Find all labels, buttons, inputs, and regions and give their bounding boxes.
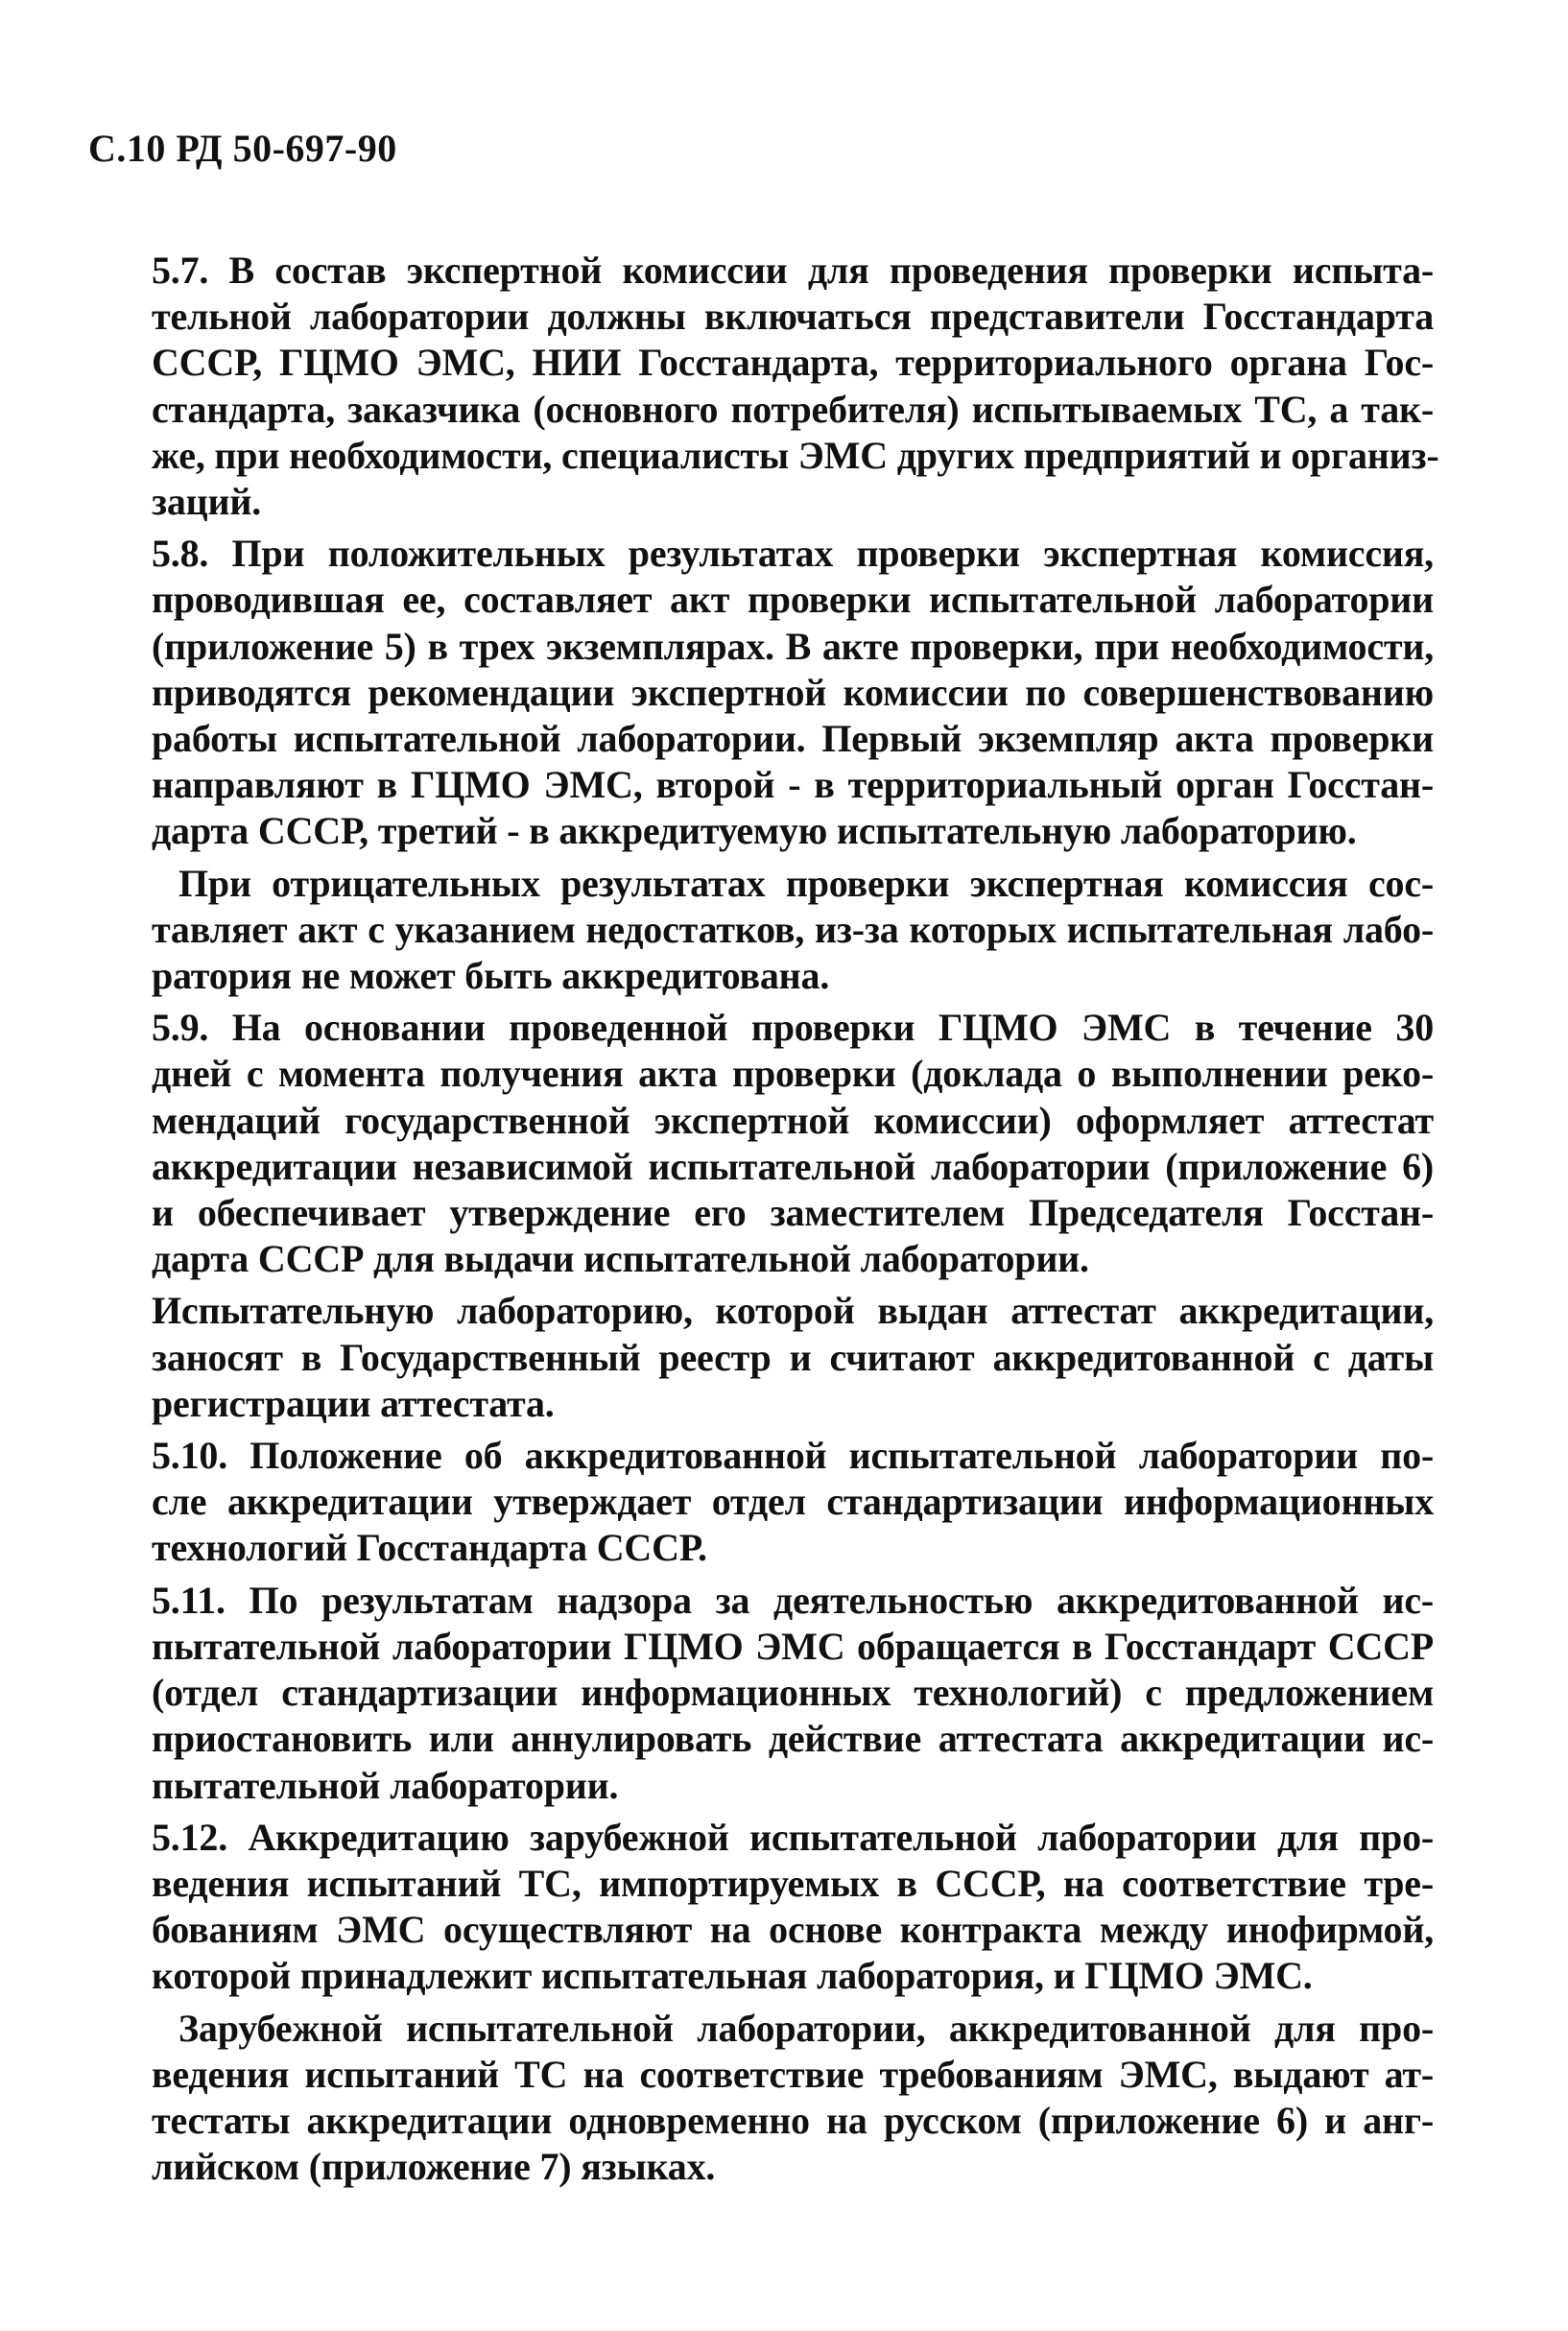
paragraph-line: 5.9. На основании проведенной проверки ГЦМО ЭМС в течение 30 [152, 1006, 1434, 1050]
paragraph [152, 861, 1434, 1000]
paragraph-line: тестаты аккредитации одновременно на русском (приложение 6) и анг- [152, 2098, 1434, 2142]
paragraph-line: СССР, ГЦМО ЭМС, НИИ Госстандарта, территориального органа Гос- [152, 341, 1434, 385]
paragraph-line: пытательной лаборатории ГЦМО ЭМС обращается в Госстандарт СССР [152, 1624, 1434, 1668]
paragraph-line: (приложение 5) в трех экземплярах. В акте проверки, при необходимости, [152, 624, 1434, 668]
paragraph-line: и обеспечивает утверждение его заместителем Председателя Госстан- [152, 1191, 1434, 1235]
paragraph-line: которой принадлежит испытательная лаборатория, и ГЦМО ЭМС. [152, 1954, 1313, 1998]
paragraph-line: работы испытательной лаборатории. Первый экземпляр акта проверки [152, 717, 1434, 761]
paragraph-line: проводившая ее, составляет акт проверки испытательной лаборатории [152, 578, 1434, 622]
paragraph-line: При отрицательных результатах проверки экспертная комиссия сос- [178, 861, 1434, 905]
paragraph-line: бованиям ЭМС осуществляют на основе контракта между инофирмой, [152, 1908, 1434, 1952]
paragraph [152, 248, 1439, 525]
paragraph-line: заций. [152, 480, 262, 524]
paragraph [152, 1433, 1434, 1572]
paragraph-line: аккредитации независимой испытательной лаборатории (приложение 6) [152, 1144, 1434, 1188]
paragraph-line: ведения испытаний ТС, импортируемых в СССР, на соответствие тре- [152, 1861, 1434, 1905]
paragraph-line: ратория не может быть аккредитована. [152, 954, 830, 998]
paragraph-line: технологий Госстандарта СССР. [152, 1526, 707, 1570]
paragraph [152, 531, 1434, 854]
paragraph-line: тавляет акт с указанием недостатков, из-за которых испытательная лабо- [152, 907, 1434, 951]
paragraph-line: приводятся рекомендации экспертной комиссии по совершенствованию [152, 670, 1434, 714]
paragraph [152, 1815, 1434, 2000]
paragraph-line: стандарта, заказчика (основного потребителя) испытываемых ТС, а так- [152, 387, 1434, 431]
paragraph-line: дарта СССР, третий - в аккредитуемую испытательную лабораторию. [152, 809, 1357, 853]
paragraph-line: регистрации аттестата. [152, 1381, 555, 1425]
paragraph-line: заносят в Государственный реестр и считают аккредитованной с даты [152, 1335, 1434, 1379]
paragraph-line: сле аккредитации утверждает отдел стандартизации информационных [152, 1480, 1434, 1524]
paragraph-line: 5.8. При положительных результатах проверки экспертная комиссия, [152, 532, 1434, 576]
paragraph-line: мендаций государственной экспертной комиссии) оформляет аттестат [152, 1098, 1434, 1142]
paragraph-line: дней с момента получения акта проверки (доклада о выполнении реко- [152, 1052, 1434, 1096]
paragraph-line: Зарубежной испытательной лаборатории, аккредитованной для про- [178, 2006, 1434, 2050]
paragraph-line: 5.11. По результатам надзора за деятельностью аккредитованной ис- [152, 1578, 1434, 1622]
paragraph-line: Испытательную лабораторию, которой выдан аттестат аккредитации, [152, 1289, 1434, 1333]
paragraph-line: направляют в ГЦМО ЭМС, второй - в территориальный орган Госстан- [152, 763, 1434, 807]
paragraph [152, 2006, 1434, 2191]
paragraph-line: же, при необходимости, специалисты ЭМС других предприятий и организ- [152, 433, 1439, 477]
paragraph-line: 5.7. В состав экспертной комиссии для проведения проверки испыта- [152, 249, 1434, 292]
paragraph [152, 1288, 1434, 1427]
paragraph-line: ведения испытаний ТС на соответствие требованиям ЭМС, выдают ат- [152, 2052, 1434, 2096]
paragraph-line: тельной лаборатории должны включаться представители Госстандарта [152, 295, 1434, 339]
paragraph-line: 5.10. Положение об аккредитованной испытательной лаборатории по- [152, 1434, 1434, 1478]
paragraph-line: (отдел стандартизации информационных технологий) с предложением [152, 1671, 1434, 1715]
paragraph-line: пытательной лаборатории. [152, 1763, 619, 1807]
paragraph [152, 1578, 1434, 1809]
paragraph-line: приостановить или аннулировать действие аттестата аккредитации ис- [152, 1717, 1434, 1761]
paragraph-line: лийском (приложение 7) языках. [152, 2145, 716, 2189]
document-body [152, 248, 1439, 2196]
paragraph-line: дарта СССР для выдачи испытательной лаборатории. [152, 1237, 1089, 1281]
page-header: С.10 РД 50-697-90 [88, 127, 397, 170]
paragraph [152, 1005, 1434, 1282]
paragraph-line: 5.12. Аккредитацию зарубежной испытательной лаборатории для про- [152, 1815, 1434, 1859]
